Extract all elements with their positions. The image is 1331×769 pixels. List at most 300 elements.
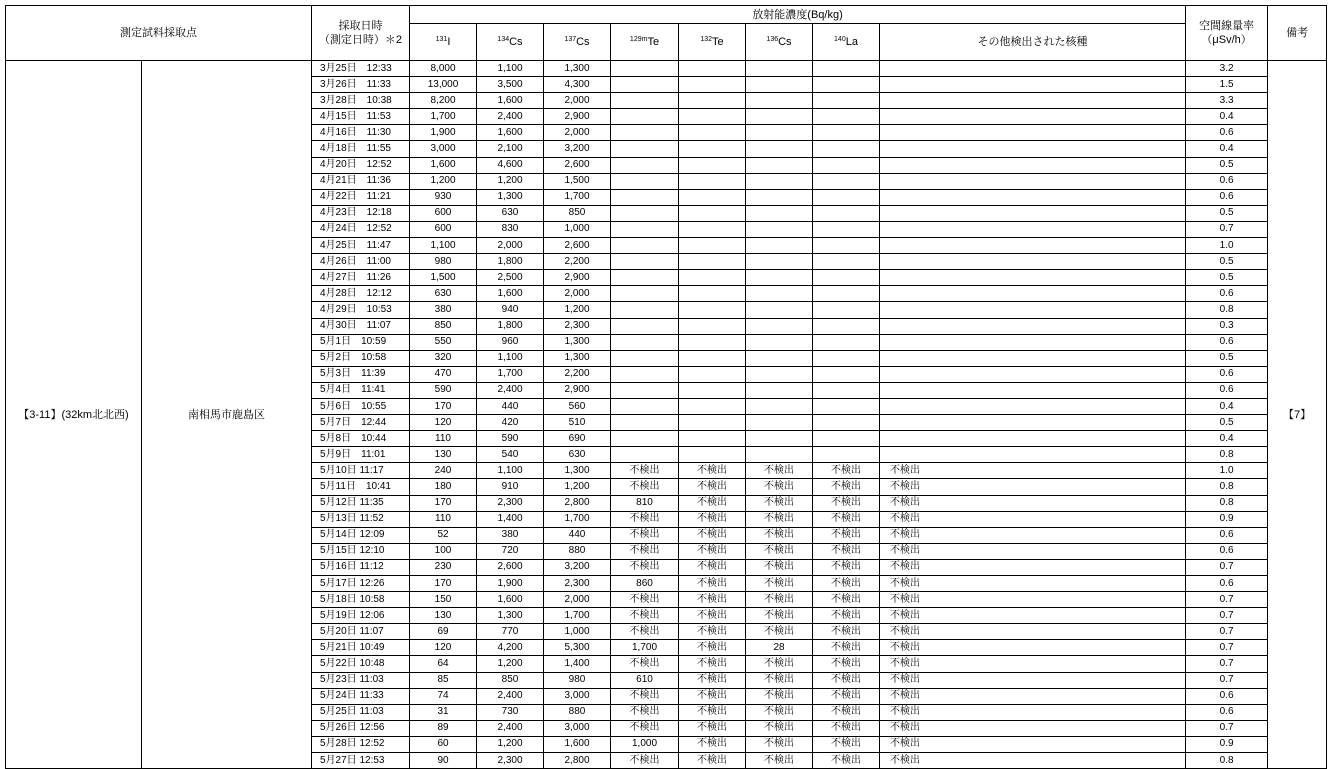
value-i131: 470: [410, 366, 477, 382]
value-cs137: 880: [544, 704, 611, 720]
value-i131: 64: [410, 656, 477, 672]
value-cs136: [746, 141, 813, 157]
value-te132: 不検出: [679, 543, 746, 559]
table-row: [6, 61, 1327, 77]
value-cs136: 不検出: [746, 720, 813, 736]
dose-rate: 0.7: [1186, 624, 1268, 640]
value-la140: [813, 398, 880, 414]
date-header-line1: 採取日時: [338, 20, 383, 32]
value-cs136: 不検出: [746, 688, 813, 704]
dose-rate: 0.5: [1186, 350, 1268, 366]
value-other: 不検出: [880, 527, 1186, 543]
value-other: 不検出: [880, 543, 1186, 559]
isotope-mass: 137: [564, 36, 577, 43]
value-cs134: 2,400: [477, 720, 544, 736]
value-cs134: 1,600: [477, 125, 544, 141]
value-la140: [813, 93, 880, 109]
isotope-mass: 136: [766, 36, 779, 43]
value-te132: 不検出: [679, 592, 746, 608]
dose-rate: 0.6: [1186, 366, 1268, 382]
value-cs134: 850: [477, 672, 544, 688]
value-cs134: 1,300: [477, 189, 544, 205]
value-cs136: [746, 366, 813, 382]
value-te132: 不検出: [679, 640, 746, 656]
dose-rate: 0.6: [1186, 286, 1268, 302]
dose-rate: 1.0: [1186, 463, 1268, 479]
dose-rate: 0.4: [1186, 431, 1268, 447]
value-te132: [679, 366, 746, 382]
value-other: [880, 205, 1186, 221]
value-cs137: 1,300: [544, 334, 611, 350]
value-cs134: 540: [477, 447, 544, 463]
dose-rate: 0.7: [1186, 592, 1268, 608]
sample-date: 5月20日 11:07: [312, 624, 410, 640]
value-other: [880, 157, 1186, 173]
value-la140: [813, 109, 880, 125]
value-i131: 150: [410, 592, 477, 608]
value-cs134: 4,200: [477, 640, 544, 656]
value-other: [880, 318, 1186, 334]
value-te129m: 1,000: [611, 736, 679, 752]
value-la140: 不検出: [813, 559, 880, 575]
value-other: [880, 431, 1186, 447]
sample-date: 5月27日 12:53: [312, 753, 410, 769]
value-te129m: 不検出: [611, 463, 679, 479]
value-i131: 13,000: [410, 77, 477, 93]
value-te129m: [611, 270, 679, 286]
sample-date: 3月26日 11:33: [312, 77, 410, 93]
value-other: 不検出: [880, 640, 1186, 656]
value-cs134: 940: [477, 302, 544, 318]
isotope-element: Cs: [576, 36, 590, 48]
value-cs137: 690: [544, 431, 611, 447]
isotope-header-136cs: [746, 24, 813, 61]
table-header: [6, 6, 1327, 61]
value-la140: [813, 254, 880, 270]
value-cs134: 1,700: [477, 366, 544, 382]
value-la140: [813, 302, 880, 318]
sample-date: 5月26日 12:56: [312, 720, 410, 736]
value-te129m: 610: [611, 672, 679, 688]
value-other: 不検出: [880, 495, 1186, 511]
value-te132: [679, 350, 746, 366]
value-te129m: [611, 366, 679, 382]
value-cs137: 1,700: [544, 511, 611, 527]
value-cs134: 590: [477, 431, 544, 447]
dose-rate: 0.5: [1186, 205, 1268, 221]
value-other: [880, 189, 1186, 205]
sample-date: 4月20日 12:52: [312, 157, 410, 173]
isotope-mass: 140: [834, 36, 846, 43]
value-other: 不検出: [880, 608, 1186, 624]
value-cs134: 1,200: [477, 736, 544, 752]
dose-rate: 0.8: [1186, 302, 1268, 318]
value-i131: 31: [410, 704, 477, 720]
value-cs134: 1,200: [477, 656, 544, 672]
value-other: [880, 366, 1186, 382]
value-te129m: 不検出: [611, 479, 679, 495]
sample-date: 5月25日 11:03: [312, 704, 410, 720]
value-cs137: 560: [544, 398, 611, 414]
value-te129m: 不検出: [611, 592, 679, 608]
value-te132: [679, 382, 746, 398]
value-cs137: 1,400: [544, 656, 611, 672]
value-te132: 不検出: [679, 463, 746, 479]
value-cs134: 2,400: [477, 382, 544, 398]
isotope-element: La: [845, 36, 858, 48]
value-te129m: 不検出: [611, 608, 679, 624]
dose-rate: 0.7: [1186, 720, 1268, 736]
value-te129m: [611, 398, 679, 414]
value-te132: [679, 109, 746, 125]
value-la140: [813, 350, 880, 366]
value-i131: 90: [410, 753, 477, 769]
value-cs136: [746, 221, 813, 237]
value-la140: 不検出: [813, 672, 880, 688]
value-cs134: 730: [477, 704, 544, 720]
value-la140: 不検出: [813, 527, 880, 543]
value-la140: 不検出: [813, 479, 880, 495]
sample-date: 4月29日 10:53: [312, 302, 410, 318]
dose-rate: 3.3: [1186, 93, 1268, 109]
value-cs137: 2,300: [544, 318, 611, 334]
value-te129m: [611, 334, 679, 350]
dose-rate: 1.0: [1186, 238, 1268, 254]
value-other: [880, 382, 1186, 398]
value-cs136: [746, 334, 813, 350]
value-te132: 不検出: [679, 479, 746, 495]
value-i131: 230: [410, 559, 477, 575]
value-te132: [679, 189, 746, 205]
value-i131: 100: [410, 543, 477, 559]
value-la140: 不検出: [813, 624, 880, 640]
dose-rate: 0.5: [1186, 254, 1268, 270]
sample-date: 5月24日 11:33: [312, 688, 410, 704]
value-cs137: 1,000: [544, 624, 611, 640]
value-i131: 85: [410, 672, 477, 688]
value-te132: 不検出: [679, 656, 746, 672]
isotope-element: Te: [712, 36, 724, 48]
value-cs136: 不検出: [746, 463, 813, 479]
value-la140: [813, 382, 880, 398]
value-te129m: [611, 238, 679, 254]
value-i131: 1,200: [410, 173, 477, 189]
sample-date: 4月26日 11:00: [312, 254, 410, 270]
value-te129m: 不検出: [611, 543, 679, 559]
value-te132: [679, 61, 746, 77]
value-other: [880, 173, 1186, 189]
value-cs134: 2,400: [477, 688, 544, 704]
isotope-header-134cs: [477, 24, 544, 61]
value-la140: [813, 173, 880, 189]
value-cs136: [746, 350, 813, 366]
value-te132: [679, 157, 746, 173]
value-i131: 170: [410, 495, 477, 511]
value-cs134: 1,100: [477, 463, 544, 479]
value-cs136: [746, 189, 813, 205]
value-cs137: 1,000: [544, 221, 611, 237]
value-cs134: 4,600: [477, 157, 544, 173]
value-cs136: [746, 125, 813, 141]
value-cs136: 不検出: [746, 608, 813, 624]
value-te132: 不検出: [679, 527, 746, 543]
value-cs136: 不検出: [746, 624, 813, 640]
remark: 【7】: [1268, 61, 1327, 769]
sample-date: 4月16日 11:30: [312, 125, 410, 141]
value-te132: [679, 318, 746, 334]
value-la140: [813, 141, 880, 157]
date-header-line2: （測定日時）＊2: [318, 34, 403, 46]
dose-rate: 3.2: [1186, 61, 1268, 77]
value-cs137: 1,700: [544, 608, 611, 624]
value-te129m: [611, 286, 679, 302]
dose-rate: 0.9: [1186, 511, 1268, 527]
value-cs137: 2,200: [544, 254, 611, 270]
value-cs134: 1,100: [477, 61, 544, 77]
value-te132: 不検出: [679, 736, 746, 752]
value-te129m: [611, 205, 679, 221]
dose-rate: 0.4: [1186, 109, 1268, 125]
value-cs134: 910: [477, 479, 544, 495]
value-cs136: [746, 302, 813, 318]
value-cs136: 不検出: [746, 527, 813, 543]
value-other: [880, 238, 1186, 254]
value-i131: 590: [410, 382, 477, 398]
value-te132: 不検出: [679, 720, 746, 736]
dose-rate-header-line2: （μSv/h）: [1201, 34, 1252, 46]
dose-rate: 0.7: [1186, 221, 1268, 237]
dose-rate: 0.4: [1186, 141, 1268, 157]
value-other: [880, 61, 1186, 77]
sample-date: 5月6日 10:55: [312, 398, 410, 414]
value-te132: 不検出: [679, 559, 746, 575]
value-la140: [813, 447, 880, 463]
remarks-header: 備考: [1268, 6, 1327, 61]
site-code: 【3-11】(32km北北西): [6, 61, 142, 769]
sample-date: 3月28日 10:38: [312, 93, 410, 109]
value-te132: [679, 334, 746, 350]
value-i131: 52: [410, 527, 477, 543]
value-te132: [679, 415, 746, 431]
value-la140: 不検出: [813, 640, 880, 656]
value-cs137: 630: [544, 447, 611, 463]
value-cs137: 2,900: [544, 382, 611, 398]
dose-rate: 0.6: [1186, 704, 1268, 720]
value-te129m: 不検出: [611, 559, 679, 575]
sample-date: 5月3日 11:39: [312, 366, 410, 382]
value-cs136: [746, 286, 813, 302]
value-other: 不検出: [880, 753, 1186, 769]
value-cs137: 1,600: [544, 736, 611, 752]
value-cs137: 2,800: [544, 495, 611, 511]
value-cs134: 720: [477, 543, 544, 559]
location-header: 測定試料採取点: [6, 6, 312, 61]
dose-rate: 0.7: [1186, 608, 1268, 624]
sample-date: 4月22日 11:21: [312, 189, 410, 205]
sample-date: 5月9日 11:01: [312, 447, 410, 463]
value-other: [880, 334, 1186, 350]
value-i131: 630: [410, 286, 477, 302]
value-cs136: [746, 270, 813, 286]
dose-rate: 0.9: [1186, 736, 1268, 752]
value-cs134: 2,000: [477, 238, 544, 254]
value-cs137: 1,500: [544, 173, 611, 189]
value-la140: 不検出: [813, 753, 880, 769]
value-la140: [813, 157, 880, 173]
value-other: [880, 93, 1186, 109]
value-i131: 130: [410, 608, 477, 624]
value-cs136: 不検出: [746, 656, 813, 672]
value-cs137: 880: [544, 543, 611, 559]
value-i131: 380: [410, 302, 477, 318]
value-te132: 不検出: [679, 624, 746, 640]
value-i131: 120: [410, 415, 477, 431]
value-cs136: [746, 447, 813, 463]
value-te129m: [611, 254, 679, 270]
value-cs136: 不検出: [746, 704, 813, 720]
value-te129m: [611, 447, 679, 463]
isotope-header-137cs: [544, 24, 611, 61]
value-cs137: 1,200: [544, 302, 611, 318]
isotope-element: I: [447, 36, 451, 48]
dose-rate: 0.6: [1186, 189, 1268, 205]
value-te129m: 860: [611, 576, 679, 592]
value-other: [880, 270, 1186, 286]
sample-date: 5月28日 12:52: [312, 736, 410, 752]
value-other: 不検出: [880, 463, 1186, 479]
value-la140: 不検出: [813, 720, 880, 736]
value-i131: 3,000: [410, 141, 477, 157]
value-cs136: [746, 109, 813, 125]
value-cs137: 440: [544, 527, 611, 543]
value-te132: [679, 141, 746, 157]
value-other: [880, 302, 1186, 318]
sample-date: 5月8日 10:44: [312, 431, 410, 447]
value-te132: [679, 286, 746, 302]
value-cs137: 1,300: [544, 350, 611, 366]
value-cs136: [746, 382, 813, 398]
value-cs137: 850: [544, 205, 611, 221]
value-i131: 1,100: [410, 238, 477, 254]
value-cs136: 不検出: [746, 592, 813, 608]
value-cs134: 2,300: [477, 495, 544, 511]
value-la140: [813, 318, 880, 334]
value-other: [880, 447, 1186, 463]
value-cs136: [746, 93, 813, 109]
dose-rate-header-line1: 空間線量率: [1199, 20, 1255, 32]
dose-rate: 0.6: [1186, 334, 1268, 350]
value-other: 不検出: [880, 559, 1186, 575]
dose-rate: 0.6: [1186, 125, 1268, 141]
value-cs137: 1,300: [544, 61, 611, 77]
sample-date: 4月18日 11:55: [312, 141, 410, 157]
value-other: [880, 125, 1186, 141]
value-cs136: 不検出: [746, 559, 813, 575]
value-la140: 不検出: [813, 608, 880, 624]
value-other: 不検出: [880, 688, 1186, 704]
value-cs134: 770: [477, 624, 544, 640]
value-te132: [679, 254, 746, 270]
value-la140: [813, 221, 880, 237]
dose-rate: 0.4: [1186, 398, 1268, 414]
value-other: 不検出: [880, 704, 1186, 720]
value-cs136: 不検出: [746, 753, 813, 769]
value-i131: 170: [410, 576, 477, 592]
value-la140: [813, 286, 880, 302]
value-te129m: [611, 318, 679, 334]
value-te132: [679, 398, 746, 414]
dose-rate: 0.8: [1186, 753, 1268, 769]
value-i131: 110: [410, 511, 477, 527]
date-header: [312, 6, 410, 61]
sample-date: 4月23日 12:18: [312, 205, 410, 221]
value-la140: [813, 205, 880, 221]
value-cs137: 1,200: [544, 479, 611, 495]
value-la140: 不検出: [813, 656, 880, 672]
value-cs137: 2,900: [544, 270, 611, 286]
value-la140: 不検出: [813, 495, 880, 511]
value-te129m: [611, 415, 679, 431]
value-te132: [679, 302, 746, 318]
value-i131: 69: [410, 624, 477, 640]
value-cs136: 不検出: [746, 479, 813, 495]
value-cs134: 1,200: [477, 173, 544, 189]
value-i131: 550: [410, 334, 477, 350]
value-i131: 1,600: [410, 157, 477, 173]
dose-rate: 0.8: [1186, 495, 1268, 511]
value-te132: [679, 238, 746, 254]
value-la140: 不検出: [813, 576, 880, 592]
value-cs136: 不検出: [746, 576, 813, 592]
value-te132: 不検出: [679, 608, 746, 624]
value-other: 不検出: [880, 672, 1186, 688]
sample-date: 5月12日 11:35: [312, 495, 410, 511]
isotope-element: Te: [647, 36, 660, 48]
isotope-mass: 132: [700, 36, 713, 43]
value-cs134: 2,300: [477, 753, 544, 769]
value-i131: 1,700: [410, 109, 477, 125]
sample-date: 5月13日 11:52: [312, 511, 410, 527]
value-te132: [679, 447, 746, 463]
value-la140: 不検出: [813, 592, 880, 608]
value-cs137: 2,000: [544, 592, 611, 608]
value-te129m: 不検出: [611, 704, 679, 720]
value-cs134: 2,400: [477, 109, 544, 125]
dose-rate: 0.7: [1186, 672, 1268, 688]
sample-date: 5月2日 10:58: [312, 350, 410, 366]
sample-date: 5月4日 11:41: [312, 382, 410, 398]
dose-rate: 0.6: [1186, 576, 1268, 592]
value-la140: [813, 334, 880, 350]
dose-rate: 0.6: [1186, 688, 1268, 704]
sample-date: 5月16日 11:12: [312, 559, 410, 575]
value-cs137: 2,000: [544, 125, 611, 141]
sample-date: 5月10日 11:17: [312, 463, 410, 479]
value-te132: [679, 93, 746, 109]
sample-date: 5月23日 11:03: [312, 672, 410, 688]
value-cs137: 980: [544, 672, 611, 688]
isotope-header-other: その他検出された核種: [880, 24, 1186, 61]
value-te129m: [611, 141, 679, 157]
isotope-element: Cs: [509, 36, 523, 48]
value-te129m: 1,700: [611, 640, 679, 656]
value-cs137: 2,600: [544, 238, 611, 254]
value-i131: 240: [410, 463, 477, 479]
value-te132: 不検出: [679, 511, 746, 527]
site-name: 南相馬市鹿島区: [142, 61, 312, 769]
value-te129m: 不検出: [611, 511, 679, 527]
value-cs136: 28: [746, 640, 813, 656]
